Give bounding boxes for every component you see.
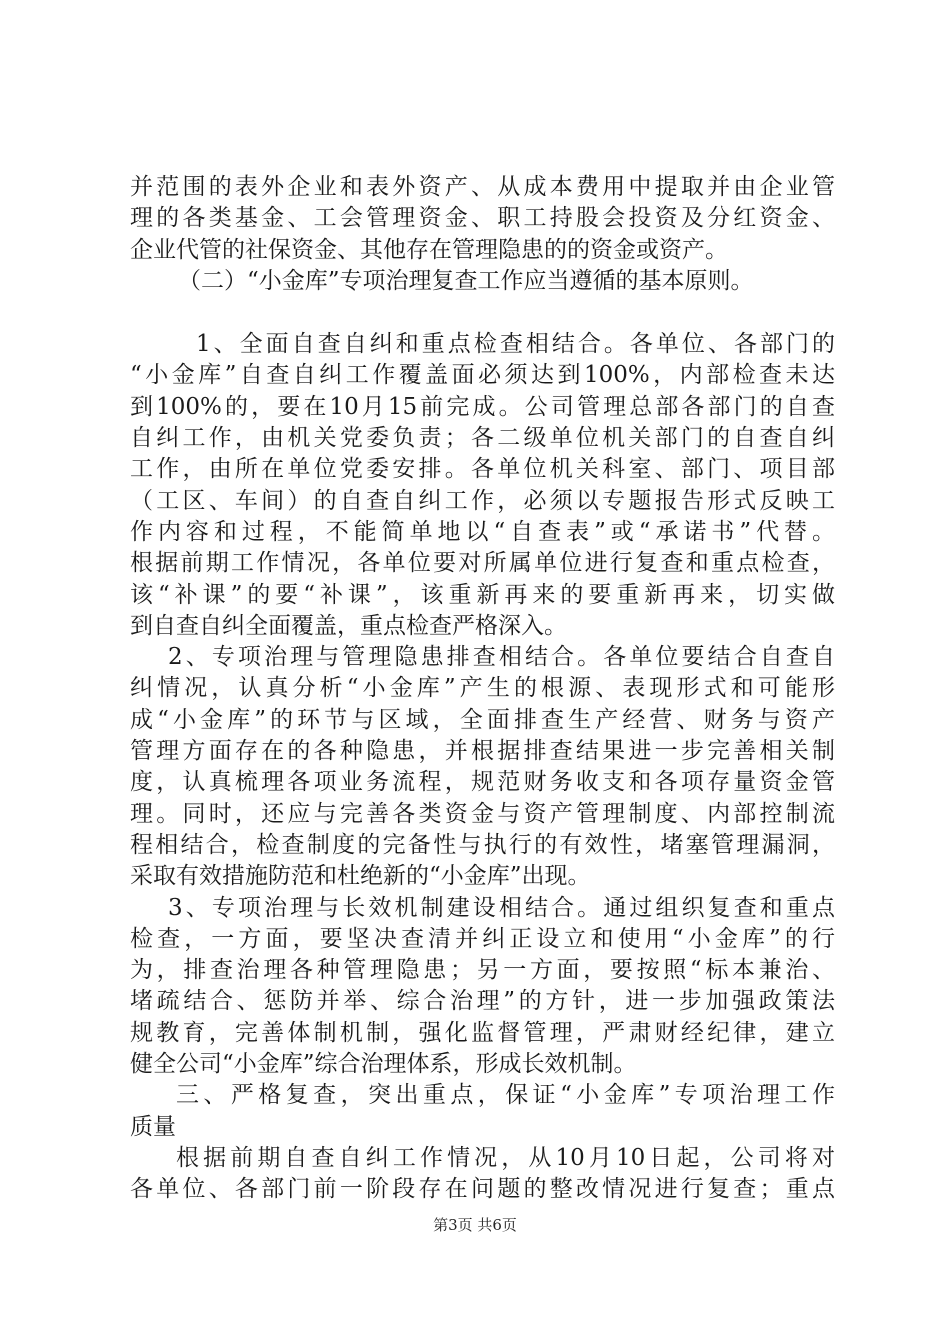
page-footer: [0, 1215, 950, 1235]
text-line: 根据前期自查自纠工作情况，从10月10日起，公司将对: [176, 1144, 835, 1171]
text-line: 纠情况，认真分析“小金库”产生的根源、表现形式和可能形: [130, 675, 835, 702]
text-line: 2、专项治理与管理隐患排查相结合。各单位要结合自查自: [168, 644, 835, 671]
text-line: 自纠工作，由机关党委负责；各二级单位机关部门的自查自纠: [130, 425, 835, 452]
text-line: 理的各类基金、工会管理资金、职工持股会投资及分红资金、: [130, 205, 835, 232]
part-three-heading: [130, 1080, 835, 1143]
text-line: 并范围的表外企业和表外资产、从成本费用中提取并由企业管: [130, 174, 835, 200]
text-line: 工作，由所在单位党委安排。各单位机关科室、部门、项目部: [130, 456, 835, 483]
text-line: 健全公司“小金库”综合治理体系，形成长效机制。: [130, 1051, 637, 1078]
text-line: 规教育，完善体制机制，强化监督管理，严肃财经纪律，建立: [130, 1019, 835, 1046]
section-heading: （二）“小金库”专项治理复查工作应当遵循的基本原则。: [178, 267, 754, 294]
text-line: 成“小金库”的环节与区域，全面排查生产经营、财务与资产: [130, 706, 835, 733]
page-indicator: 第3页 共6页: [433, 1216, 517, 1234]
paragraph-continuation: [130, 172, 835, 266]
text-line: 各单位、各部门前一阶段存在问题的整改情况进行复查；重点: [130, 1176, 835, 1203]
text-line: 该“补课”的要“补课”，该重新再来的要重新再来，切实做: [130, 581, 835, 608]
text-line: 1、全面自查自纠和重点检查相结合。各单位、各部门的: [196, 331, 835, 358]
text-line: 程相结合，检查制度的完备性与执行的有效性，堵塞管理漏洞，: [130, 831, 835, 858]
text-line: 根据前期工作情况，各单位要对所属单位进行复查和重点检查，: [130, 550, 835, 577]
text-line: 企业代管的社保资金、其他存在管理隐患的的资金或资产。: [130, 236, 728, 263]
blank-line: [130, 297, 835, 329]
text-line: 到100%的，要在10月15前完成。公司管理总部各部门的自查: [130, 393, 835, 420]
text-line: 度，认真梳理各项业务流程，规范财务收支和各项存量资金管: [130, 769, 835, 796]
text-line: 理。同时，还应与完善各类资金与资产管理制度、内部控制流: [130, 800, 835, 827]
text-line: 堵疏结合、惩防并举、综合治理”的方针，进一步加强政策法: [130, 988, 835, 1015]
text-line: 作内容和过程，不能简单地以“自查表”或“承诺书”代替。: [130, 518, 835, 545]
principle-3-paragraph: [130, 893, 835, 1081]
text-line: 检查，一方面，要坚决查清并纠正设立和使用“小金库”的行: [130, 925, 835, 952]
part-three-body: [130, 1143, 835, 1206]
text-line: 三、严格复查，突出重点，保证“小金库”专项治理工作: [176, 1082, 835, 1109]
text-line: 采取有效措施防范和杜绝新的“小金库”出现。: [130, 863, 591, 890]
principle-2-paragraph: [130, 642, 835, 892]
text-line: “小金库”自查自纠工作覆盖面必须达到100%，内部检查未达: [130, 362, 835, 389]
text-line: 质量: [130, 1113, 176, 1140]
text-line: 管理方面存在的各种隐患，并根据排查结果进一步完善相关制: [130, 738, 835, 765]
principle-1-paragraph: [130, 329, 835, 642]
text-line: 为，排查治理各种管理隐患；另一方面，要按照“标本兼治、: [130, 957, 835, 984]
text-line: （工区、车间）的自查自纠工作，必须以专题报告形式反映工: [130, 487, 835, 514]
document-body: [130, 172, 835, 1206]
text-line: 3、专项治理与长效机制建设相结合。通过组织复查和重点: [168, 894, 835, 921]
text-line: 到自查自纠全面覆盖，重点检查严格深入。: [130, 612, 567, 639]
